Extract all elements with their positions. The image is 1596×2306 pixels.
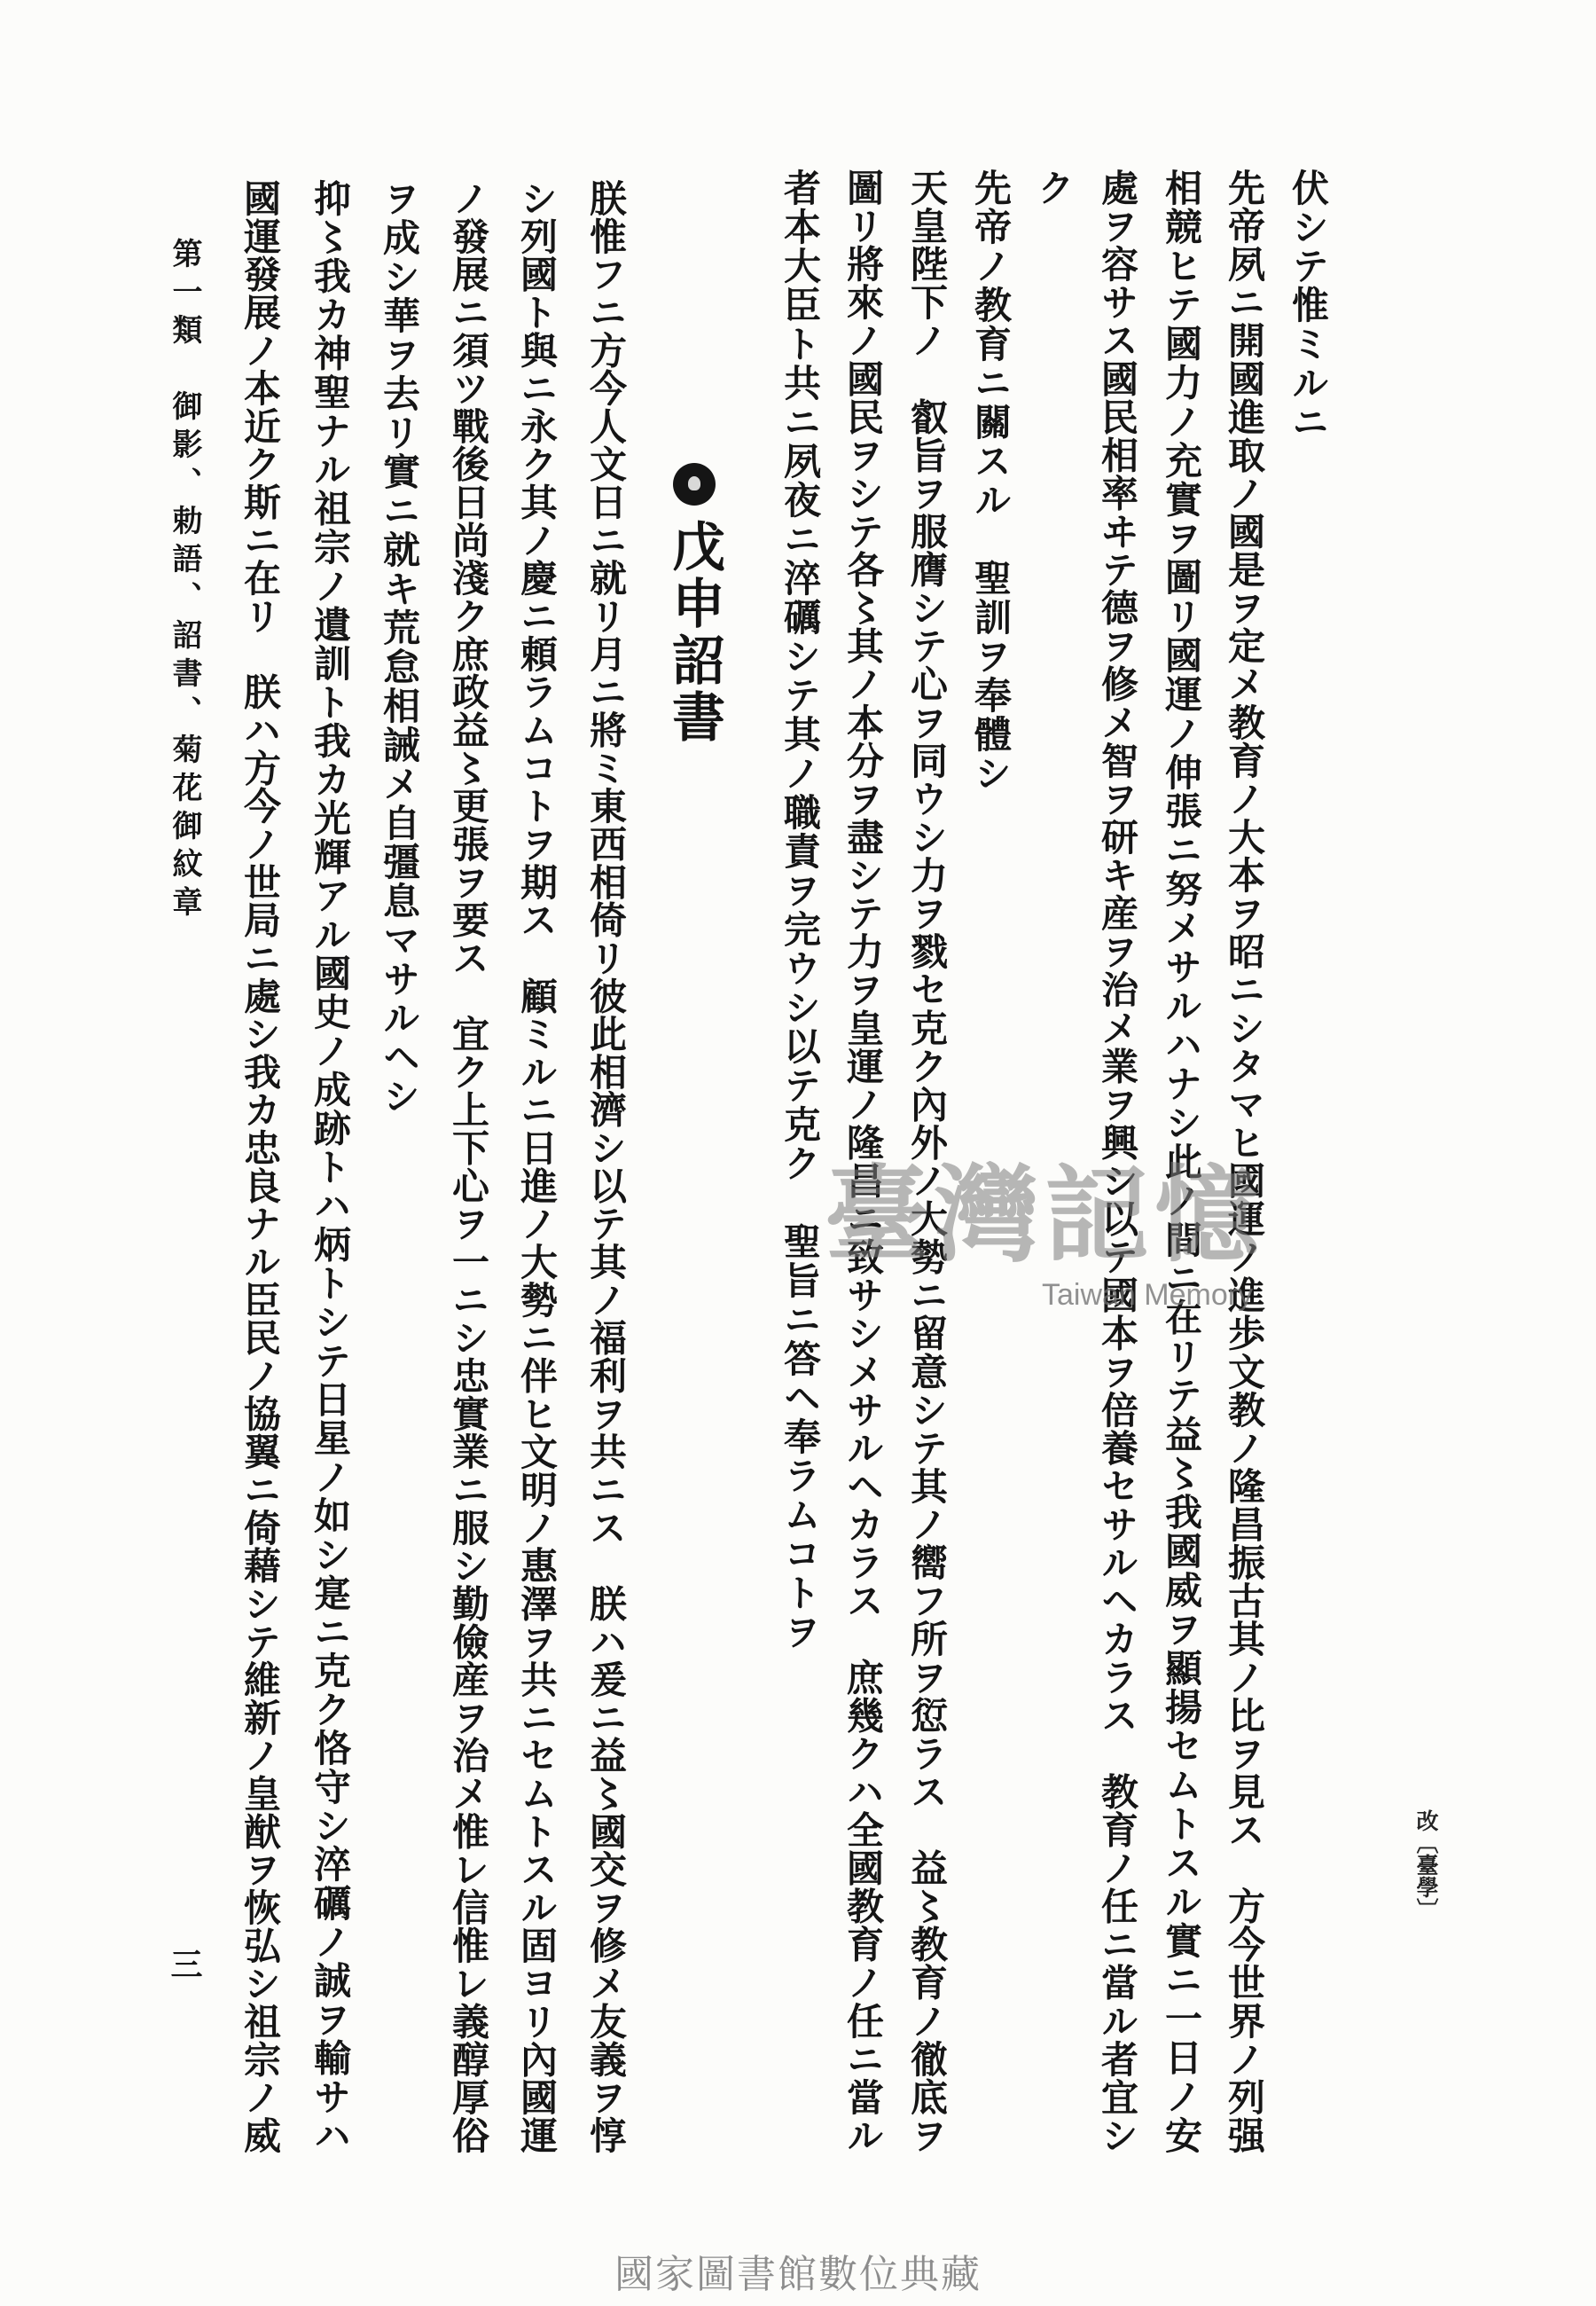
edict-text-column: ノ發展ニ須ツ戰後日尚淺ク庶政益〻更張ヲ要ス 宜ク上下心ヲ一ニシ忠實業ニ服シ勤儉産ヲ治メ惟レ信惟レ義醇厚俗 [447, 179, 490, 2153]
watermark-subtitle: Taiwan Memory [1042, 1278, 1254, 1312]
instruction-text-column: 者本大臣ト共ニ夙夜ニ淬礪シテ其ノ職責ヲ完ウシ以テ克ク 聖旨ニ答ヘ奉ラムコトヲ [778, 169, 822, 1651]
archive-footer: 國家圖書館數位典藏 [614, 2252, 982, 2297]
edict-text-column: 抑〻我カ神聖ナル祖宗ノ遺訓ト我カ光輝アル國史ノ成跡トハ炳トシテ日星ノ如シ寔ニ克ク恪守シ淬礪ノ誠ヲ輸サハ [309, 179, 352, 2153]
edict-text-column: シ列國ト與ニ永ク其ノ慶ニ頼ラムコトヲ期ス 顧ミルニ日進ノ大勢ニ伴ヒ文明ノ惠澤ヲ共ニセムトスル固ヨリ內國運 [515, 179, 559, 2153]
instruction-text-column: ク [1032, 169, 1076, 208]
instruction-text-column: 先帝夙ニ開國進取ノ國是ヲ定メ教育ノ大本ヲ昭ニシタマヒ國運ノ進歩文教ノ隆昌振古其ノ比ヲ見ス 方今世界ノ列强 [1223, 169, 1266, 2153]
instruction-text-column: 處ヲ容サス國民相率ヰテ德ヲ修メ智ヲ研キ産ヲ治メ業ヲ興シ以テ國本ヲ倍養セサルヘカラス 教育ノ任ニ當ル者宜シ [1096, 169, 1139, 2154]
instruction-text-column: 天皇陛下ノ 叡旨ヲ服膺シテ心ヲ同ウシ力ヲ戮セ克ク內外ノ大勢ニ留意シテ其ノ嚮フ所ヲ愆ラス 益〻教育ノ徹底ヲ [905, 169, 949, 2154]
edict-text-column: 國運發展ノ本近ク斯ニ在リ 朕ハ方今ノ世局ニ處シ我カ忠良ナル臣民ノ協翼ニ倚藉シテ維新ノ皇猷ヲ恢弘シ祖宗ノ威 [239, 179, 282, 2153]
edict-title: 戊申詔書 [663, 519, 725, 746]
running-header: 第一類 御影、勅語、詔書、菊花御紋章 [167, 238, 202, 924]
instruction-text-column: 伏シテ惟ミルニ [1287, 169, 1330, 442]
bullet-mark-icon [673, 463, 716, 506]
watermark-title: 臺灣記憶 [825, 1153, 1265, 1276]
page-number: 三 [166, 1948, 203, 1980]
instruction-text-column: 圖リ將來ノ國民ヲシテ各〻其ノ本分ヲ盡シテ力ヲ皇運ノ隆昌ニ致サシメサルヘカラス 庶幾クハ全國教育ノ任ニ當ル [841, 169, 885, 2154]
margin-annotation: 改〔臺學〕 [1413, 1809, 1439, 1920]
edict-text-column: 朕惟フニ方今人文日ニ就リ月ニ將ミ東西相倚リ彼此相濟シ以テ其ノ福利ヲ共ニス 朕ハ爰ニ益〻國交ヲ修メ友義ヲ惇 [584, 179, 628, 2153]
instruction-text-column: 先帝ノ教育ニ關スル 聖訓ヲ奉體シ [969, 169, 1013, 793]
edict-text-column: ヲ成シ華ヲ去リ實ニ就キ荒怠相誡メ自彊息マサルヘシ [378, 179, 421, 1116]
instruction-text-column: 相競ヒテ國力ノ充實ヲ圖リ國運ノ伸張ニ努メサルハナシ此ノ間ニ在リテ益〻我國威ヲ顯揚セムトスル實ニ一日ノ安 [1160, 169, 1203, 2154]
